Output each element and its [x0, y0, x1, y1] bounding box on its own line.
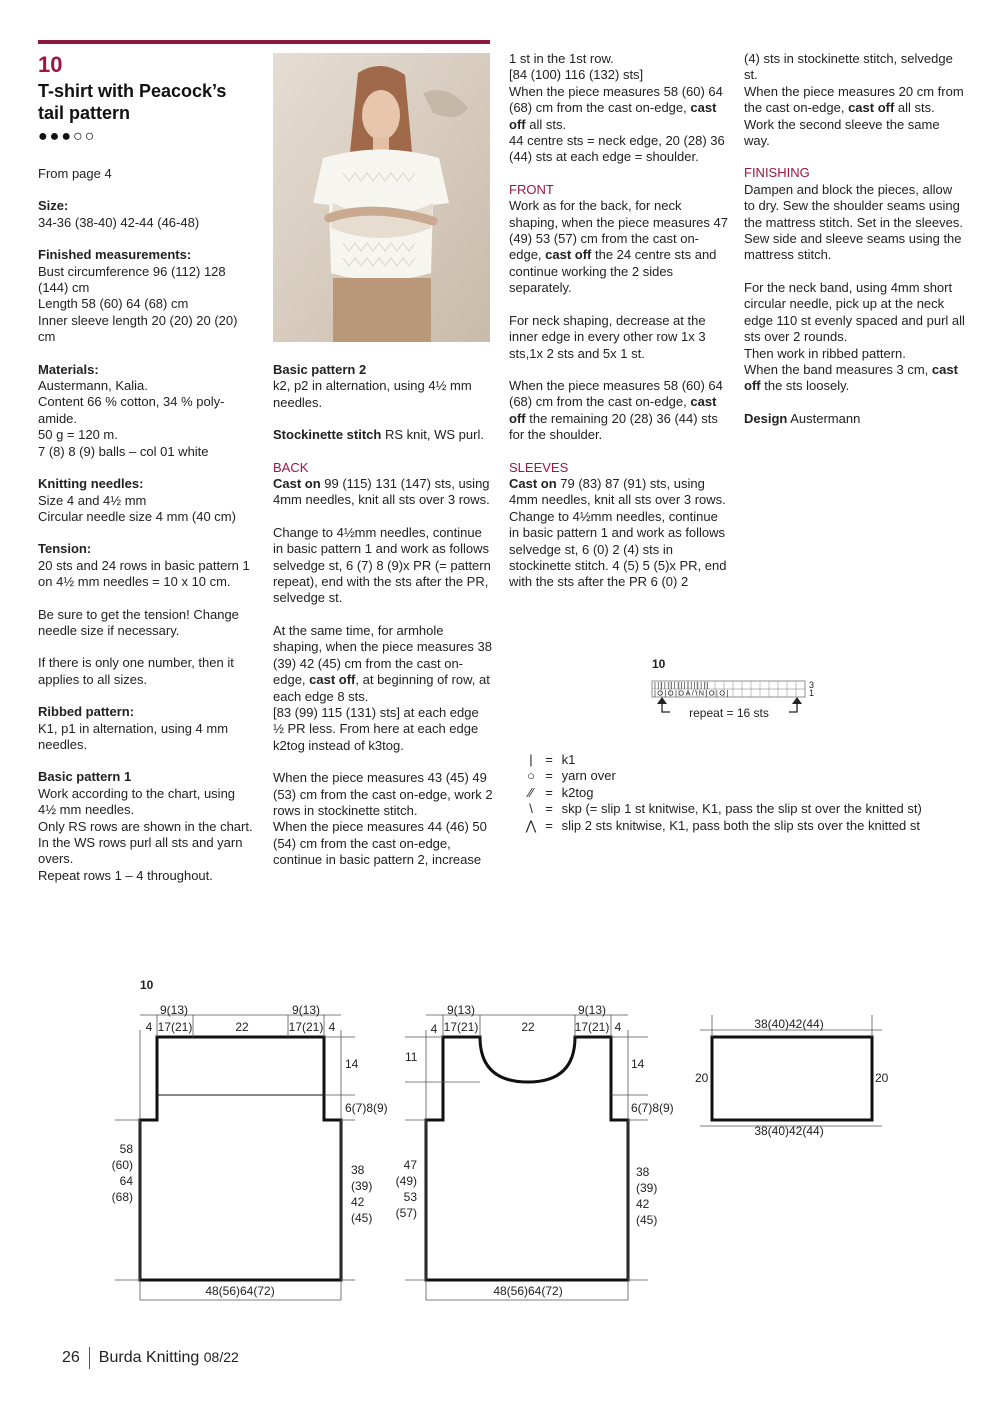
svg-text:6(7)8(9): 6(7)8(9)	[345, 1101, 388, 1115]
svg-text:14: 14	[631, 1057, 645, 1071]
svg-text:(45): (45)	[636, 1213, 658, 1227]
svg-text:11: 11	[405, 1050, 418, 1064]
svg-text:64: 64	[119, 1174, 133, 1188]
svg-text:9(13): 9(13)	[446, 1003, 476, 1017]
svg-text:(39): (39)	[636, 1181, 658, 1195]
svg-text:20: 20	[875, 1071, 889, 1085]
svg-text:48(56)64(72): 48(56)64(72)	[493, 1284, 563, 1298]
legend-item: | = k1	[529, 752, 576, 767]
stitch-chart	[640, 655, 830, 730]
chart-legend	[522, 752, 922, 834]
svg-text:38(40)42(44): 38(40)42(44)	[754, 1017, 824, 1031]
svg-text:9(13): 9(13)	[577, 1003, 607, 1017]
svg-text:(68): (68)	[111, 1190, 133, 1204]
chart-row-3: |||||||||||||||||	[654, 680, 711, 690]
header-rule	[38, 40, 490, 44]
footer-divider	[89, 1347, 90, 1369]
svg-text:20: 20	[695, 1071, 709, 1085]
difficulty-rating: ●●●○○	[38, 128, 97, 145]
section-heading-front: FRONT	[509, 181, 554, 197]
front-schematic	[396, 1003, 674, 1300]
svg-text:53: 53	[403, 1190, 417, 1204]
svg-text:17(21): 17(21)	[157, 1020, 193, 1034]
back-schematic	[112, 1003, 388, 1300]
pattern-title: T-shirt with Peacock’s tail pattern	[38, 81, 227, 123]
svg-text:38: 38	[351, 1163, 365, 1177]
svg-text:(57): (57)	[395, 1206, 417, 1220]
svg-text:42: 42	[351, 1195, 365, 1209]
issue-number: 08/22	[203, 1349, 239, 1366]
svg-text:(60): (60)	[111, 1158, 133, 1172]
chart-row-1: |O|O|OA/\N|O|O|	[654, 688, 730, 698]
repeat-label: repeat = 16 sts	[689, 706, 769, 720]
svg-text:(49): (49)	[395, 1174, 417, 1188]
svg-text:47: 47	[403, 1158, 417, 1172]
section-heading-finishing: FINISHING	[744, 165, 810, 181]
svg-text:4: 4	[328, 1020, 336, 1034]
svg-text:38: 38	[636, 1165, 650, 1179]
svg-text:(39): (39)	[351, 1179, 373, 1193]
column-4: (4) sts in stockinette stitch, selvedge st. When the piece measures 20 cm from the cast on-edge, cast off all sts. Work the second sleeve the same way. FINISHING Dampen and block the pieces, allow to dry. Sew the shoulder seams using the mattress stitch. Set in the sleeves. Sew side and sleeve seams using the mattress stitch. For the neck band, using 4mm short circular needle, pick up at the neck edge 110 st evenly spaced and purl all sts over 2 rounds. Then work in ribbed pattern. When the band measures 3 cm, cast off the sts loosely. Design Austermann	[744, 51, 965, 426]
svg-text:17(21): 17(21)	[443, 1020, 479, 1034]
legend-item: ⁄⁄ = k2tog	[528, 784, 594, 800]
garment-schematics	[100, 970, 900, 1310]
svg-text:38(40)42(44): 38(40)42(44)	[754, 1124, 824, 1138]
svg-text:22: 22	[521, 1020, 535, 1034]
model-photo	[273, 53, 490, 342]
svg-text:14: 14	[345, 1057, 359, 1071]
magazine-name: Burda Knitting	[98, 1349, 200, 1367]
column-2: Basic pattern 2 k2, p2 in alternation, using 4½ mm needles. Stockinette stitch RS knit, WS purl. BACK Cast on 99 (115) 131 (147) sts, using 4mm needles, knit all sts over 3 rows. Change to 4½mm needles, continue in basic pattern 1 and work as follows selvedge st, 6 (7) 8 (9)x PR (= pattern repeat), end with the sts after the PR, selvedge st. At the same time, for armhole shaping, when the piece measures 38 (39) 42 (45) cm from the cast on-edge, cast off, at beginning of row, at each edge 8 sts. [83 (99) 115 (131) sts] at each edge ½ PR less. From here at each edge k2tog instead of k3tog. When the piece measures 43 (45) 49 (53) cm from the cast on-edge, work 2 rows in stockinette stitch. When the piece measures 44 (46) 50 (54) cm from the cast on-edge, continue in basic pattern 2, increase	[273, 362, 493, 868]
svg-text:9(13): 9(13)	[291, 1003, 321, 1017]
section-heading-back: BACK	[273, 459, 309, 475]
section-heading-sleeves: SLEEVES	[509, 459, 569, 475]
svg-text:17(21): 17(21)	[288, 1020, 324, 1034]
svg-text:4: 4	[614, 1020, 622, 1034]
legend-item: \ = skp (= slip 1 st knitwise, K1, pass the slip st over the knitted st)	[529, 801, 922, 817]
chart-number: 10	[652, 657, 666, 671]
sleeve-schematic	[695, 1015, 889, 1138]
column-3: 1 st in the 1st row. [84 (100) 116 (132) sts] When the piece measures 58 (60) 64 (68) cm from the cast on-edge, cast off all sts. 44 centre sts = neck edge, 20 (28) 36 (44) sts at each edge = shoulder. FRONT Work as for the back, for neck shaping, when the piece measures 47 (49) 53 (57) cm from the cast on-edge, cast off the 24 centre sts and continue working the 2 sides separately. For neck shaping, decrease at the inner edge in every other row 1x 3 sts,1x 2 sts and 5x 1 st. When the piece measures 58 (60) 64 (68) cm from the cast on-edge, cast off the remaining 20 (28) 36 (44) sts for the shoulder. SLEEVES Cast on 79 (83) 87 (91) sts, using 4mm needles, knit all sts over 3 rows. Change to 4½mm needles, continue in basic pattern 1 and work as follows selvedge st, 6 (0) 2 (4) sts in stockinette stitch. 4 (5) 5 (5)x PR, end with the sts after the PR 6 (0) 2	[509, 51, 728, 590]
svg-text:17(21): 17(21)	[574, 1020, 610, 1034]
svg-text:58: 58	[119, 1142, 133, 1156]
column-1: From page 4 Size: 34-36 (38-40) 42-44 (46-48) Finished measurements: Bust circumference 96 (112) 128 (144) cm Length 58 (60) 64 (68) cm Inner sleeve length 20 (20) 20 (20) cm Materials: Austermann, Kalia. Content 66 % cotton, 34 % poly-amide. 50 g = 120 m. 7 (8) 8 (9) balls – col 01 white Knitting needles: Size 4 and 4½ mm Circular needle size 4 mm (40 cm) Tension: 20 sts and 24 rows in basic pattern 1 on 4½ mm needles = 10 x 10 cm. Be sure to get the tension! Change needle size if necessary. If there is only one number, then it applies to all sizes. Ribbed pattern: K1, p1 in alternation, using 4 mm needles. Basic pattern 1 Work according to the chart, using 4½ mm needles. Only RS rows are shown in the chart. In the WS rows purl all sts and yarn overs. Repeat rows 1 – 4 throughout.	[38, 166, 253, 883]
pattern-number: 10	[38, 52, 63, 77]
svg-text:48(56)64(72): 48(56)64(72)	[205, 1284, 275, 1298]
legend-item: ○ = yarn over	[527, 768, 616, 784]
row-label-1: 1	[809, 688, 815, 698]
row-label-3: 3	[809, 680, 815, 690]
svg-text:22: 22	[235, 1020, 249, 1034]
page-number: 26	[62, 1349, 80, 1367]
page-footer	[62, 1347, 239, 1369]
svg-text:4: 4	[145, 1020, 153, 1034]
svg-text:(45): (45)	[351, 1211, 373, 1225]
legend-item: ⋀ = slip 2 sts knitwise, K1, pass both the slip sts over the knitted st	[525, 817, 921, 833]
svg-text:6(7)8(9): 6(7)8(9)	[631, 1101, 674, 1115]
schematic-number: 10	[140, 978, 154, 992]
svg-text:42: 42	[636, 1197, 650, 1211]
svg-text:9(13): 9(13)	[159, 1003, 189, 1017]
svg-text:4: 4	[430, 1022, 438, 1036]
